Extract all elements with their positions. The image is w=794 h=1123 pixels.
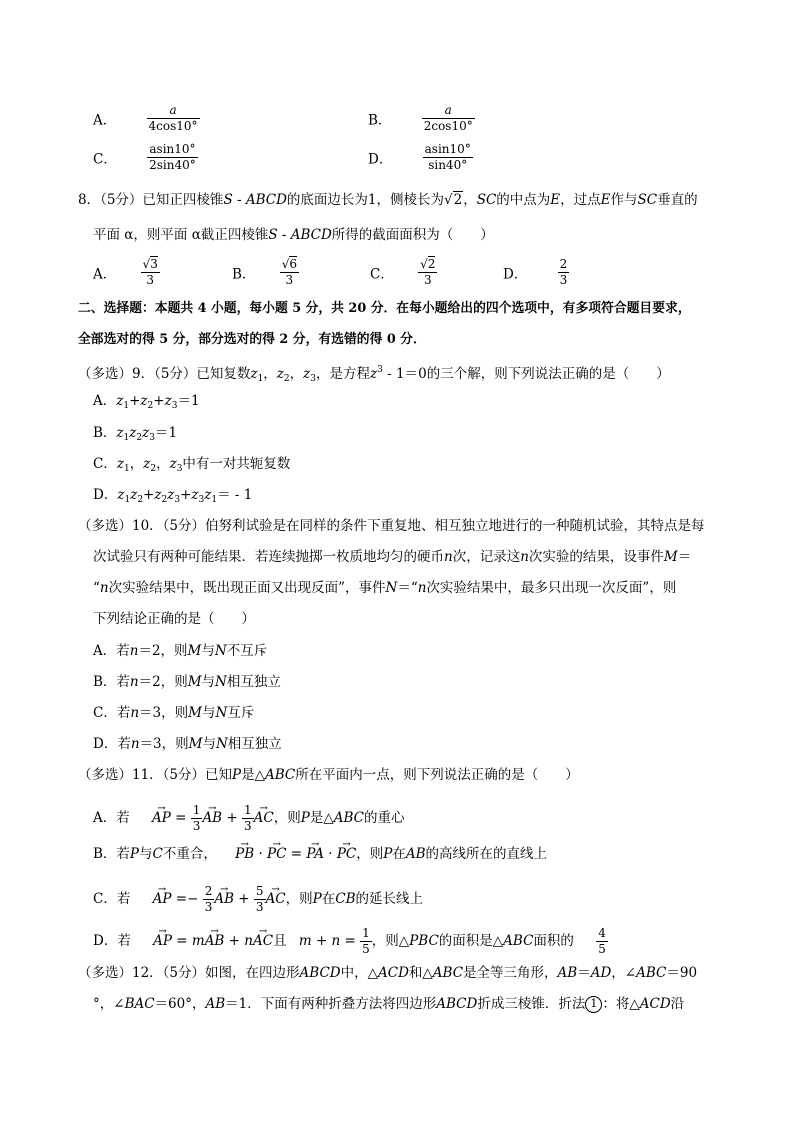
- q10-option-d[interactable]: D．若n＝3，则M与N相互独立: [93, 736, 282, 752]
- q12-stem-line2: °，∠BAC＝60°，AB＝1．下面有两种折叠方法将四边形ABCD折成三棱锥．折法 1 ：将△ACD沿: [93, 996, 685, 1012]
- sqrt-symbol: √: [142, 257, 151, 271]
- section2-heading-line2: 全部选对的得 5 分，部分选对的得 2 分，有选错的得 0 分．: [78, 332, 426, 347]
- q11-option-a[interactable]: A．若 → AP = $\frac{1}{3}$ → AB + $\frac{1}{3}$ → AC，则P是△ABC的重心: [93, 803, 404, 834]
- q12-stem-line1: （多选）12．（5分）如图，在四边形ABCD中，△ACD和△ABC是全等三角形，AB＝AD，∠ABC＝90: [78, 965, 698, 981]
- q7-option-b[interactable]: [368, 103, 475, 134]
- q7-option-d-fraction: $\frac{asin10^\circ}{\sin 40^\circ}$: [424, 142, 471, 172]
- q7-option-b-fraction: $\frac{a}{2\cos 10^\circ}$: [423, 103, 473, 133]
- q10-stem-line1: （多选）10．（5分）伯努利试验是在同样的条件下重复地、相互独立地进行的一种随机试验，其特点是每: [78, 518, 705, 534]
- q7-option-c[interactable]: [93, 142, 198, 173]
- q11-stem: （多选）11．（5分）已知P是△ABC所在平面内一点，则下列说法正确的是（ ）: [78, 767, 579, 783]
- q8-option-b[interactable]: B． $\frac{√6}{3}$: [232, 257, 298, 287]
- q11-option-d-fraction: $\frac{4}{5}$: [598, 926, 606, 956]
- q11-option-d[interactable]: D．若 → AP = m→ AB + n→ AC且 m + n = $\frac{1}{5}$ ，则△PBC的面积是△ABC面积的 $\frac{4}{5}$: [93, 926, 608, 957]
- q7-option-a-fraction: $\frac{a}{4\cos 10^\circ}$: [148, 103, 198, 133]
- q8-option-a[interactable]: A． $\frac{√3}{3}$: [93, 257, 158, 287]
- q10-option-b[interactable]: B．若n＝2，则M与N相互独立: [93, 674, 281, 690]
- q7-option-c-label: C．: [93, 151, 117, 168]
- circled-number-icon: 1: [585, 996, 602, 1013]
- section2-heading-line1: 二、选择题：本题共 4 小题，每小题 5 分，共 20 分．在每小题给出的四个选项中，有多项符合题目要求，: [78, 301, 691, 316]
- q10-stem-line2: 次试验只有两种可能结果．若连续抛掷一枚质地均匀的硬币n次，记录这n次实验的结果，设事件M＝: [93, 549, 692, 565]
- q11-option-b[interactable]: B．若P与C不重合， → PB · → PC = → PA · → PC，则P在AB的高线所在的直线上: [93, 845, 547, 863]
- q9-option-d[interactable]: D．$z_1z_2+z_2z_3+z_3z_1= - 1$: [93, 487, 253, 505]
- q10-stem-line3: “n次实验结果中，既出现正面又出现反面”，事件N＝“n次实验结果中，最多只出现一次反面”，则: [93, 580, 677, 596]
- q7-option-b-label: B．: [368, 112, 392, 129]
- q10-option-a[interactable]: A．若n＝2，则M与N不互斥: [93, 643, 268, 659]
- q8-option-d[interactable]: D． $\frac{2}{3}$: [503, 257, 568, 287]
- q10-option-c[interactable]: C．若n＝3，则M与N互斥: [93, 705, 255, 721]
- q8-option-c[interactable]: C． $\frac{√2}{3}$: [370, 257, 436, 287]
- sqrt-symbol: √: [420, 257, 428, 271]
- q9-option-c[interactable]: C．$z_1$，$z_2$，$z_3$中有一对共轭复数: [93, 456, 291, 474]
- q7-option-a-label: A．: [93, 112, 117, 129]
- q9-option-b[interactable]: B．$z_1z_2z_3=1$: [93, 425, 178, 443]
- sqrt-symbol: √2: [444, 192, 463, 208]
- q7-option-c-fraction: $\frac{asin10^\circ}{2\sin 40^\circ}$: [149, 142, 196, 172]
- q10-stem-line4: 下列结论正确的是（ ）: [93, 611, 255, 627]
- q9-option-a[interactable]: A．$z_1+z_2+z_3=1$: [93, 393, 200, 411]
- q7-option-d-label: D．: [368, 151, 393, 168]
- q9-stem: （多选）9．（5分）已知复数$z_1$，$z_2$，$z_3$，是方程$z^3 - 1=0$的三个解，则下列说法正确的是（ ）: [78, 365, 670, 384]
- sqrt-symbol: √: [281, 257, 290, 271]
- q7-option-d[interactable]: [368, 142, 473, 173]
- q8-stem-line2: 平面 α，则平面 α截正四棱锥S - ABCD所得的截面面积为（ ）: [93, 227, 494, 243]
- q7-option-a[interactable]: [93, 103, 200, 134]
- q8-stem-line1: 8．（5分）已知正四棱锥S - ABCD的底面边长为1，侧棱长为√2，SC的中点为E，过点E作与SC垂直的: [78, 192, 698, 208]
- q11-option-c[interactable]: C．若 → AP =− $\frac{2}{3}$ → AB + $\frac{5}{3}$ → AC，则P在CB的延长线上: [93, 884, 423, 915]
